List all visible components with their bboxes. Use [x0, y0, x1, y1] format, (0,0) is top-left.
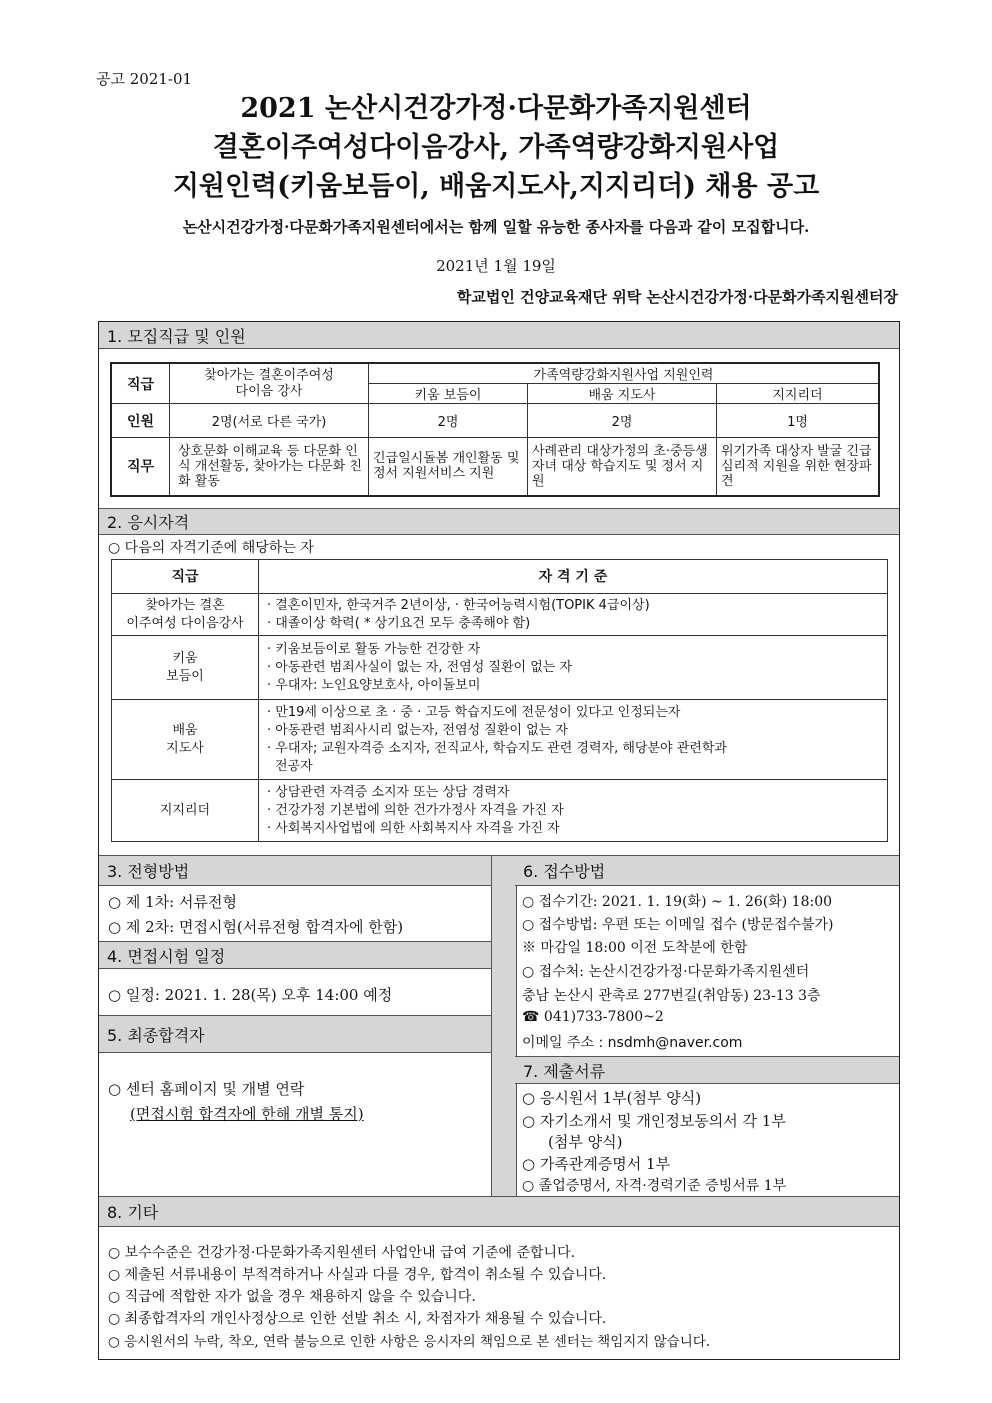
sub-header-kium: 키움 보듬이 [369, 384, 528, 404]
qual-line: · 사회복지사업법에 의한 사회복지사 자격을 가진 자 [267, 820, 560, 836]
qual-line: · 상담관련 자격증 소지자 또는 상담 경력자 [267, 784, 510, 800]
qual-criteria [259, 780, 888, 842]
section-6-line: ○ 접수처: 논산시건강가정·다문화가족지원센터 [522, 964, 810, 980]
qual-position: 찾아가는 결혼 이주여성 다이음강사 [112, 594, 259, 636]
section-6-line: ○ 접수기간: 2021. 1. 19(화) ~ 1. 26(화) 18:00 [522, 894, 833, 910]
section-7-line: (첨부 양식) [548, 1133, 623, 1151]
qual-criteria [259, 636, 888, 700]
section-6-line: ○ 접수방법: 우편 또는 이메일 접수 (방문접수불가) [522, 917, 834, 933]
section-4-line: ○ 일정: 2021. 1. 28(목) 오후 14:00 예정 [108, 986, 393, 1004]
qual-line: 전공자 [275, 758, 313, 774]
section-6-line: 041)733-7800~2 [543, 1009, 664, 1025]
section-6-line: 이메일 주소 : nsdmh@naver.com [522, 1035, 743, 1051]
section-5-header: 5. 최종합격자 [99, 1015, 491, 1053]
qual-position: 배움 지도사 [112, 700, 259, 780]
qual-line: · 키움보듬이로 활동 가능한 건강한 자 [267, 641, 481, 657]
row-label-count: 인원 [111, 404, 170, 438]
qual-line: · 만19세 이상으로 초 · 중 · 고등 학습지도에 전문성이 있다고 인정되는자 [267, 704, 681, 720]
section-3-line: ○ 제 1차: 서류전형 [108, 893, 237, 911]
qual-position: 지지리더 [112, 780, 259, 842]
section-6-line: 충남 논산시 관촉로 277번길(취암동) 23-13 3층 [522, 988, 821, 1004]
qual-line: · 대졸이상 학력( * 상기요건 모두 충족해야 함) [267, 615, 531, 631]
col-header-damui: 찾아가는 결혼이주여성 다이음 강사 [170, 363, 369, 404]
section-5-line: (면접시험 합격자에 한해 개별 통지) [130, 1105, 364, 1123]
section-8-line: ○ 보수수준은 건강가정·다문화가족지원센터 사업안내 급여 기준에 준합니다. [108, 1245, 576, 1261]
phone-icon: ☎ [522, 1009, 540, 1025]
section-8-header: 8. 기타 [99, 1196, 899, 1227]
qual-position: 키움 보듬이 [112, 636, 259, 700]
section-7-line: ○ 졸업증명서, 자격·경력기준 증빙서류 1부 [522, 1178, 787, 1194]
qual-line: · 우대자; 교원자격증 소지자, 전직교사, 학습지도 관련 경력자, 해당분야 관련학과 [267, 740, 727, 756]
qual-col-header-criteria: 자 격 기 준 [259, 560, 888, 594]
qual-col-header-position: 직급 [112, 560, 259, 594]
section-2-sub: ○ 다음의 자격기준에 해당하는 자 [108, 540, 314, 556]
count-jiji: 1명 [717, 404, 880, 438]
title-line-1: 2021 논산시건강가정·다문화가족지원센터 [240, 93, 752, 124]
duty-kium: 긴급일시돌봄 개인활동 및 정서 지원서비스 지원 [369, 438, 528, 496]
qual-line: · 건강가정 기본법에 의한 건가가정사 자격을 가진 자 [267, 802, 564, 818]
qual-line: · 우대자: 노인요양보호사, 아이돌보미 [267, 677, 481, 693]
section-6-header: 6. 접수방법 [515, 856, 899, 886]
qual-line: · 아동관련 범죄사실이 없는 자, 전염성 질환이 없는 자 [267, 659, 573, 675]
qual-line: · 아동관련 범죄사시리 없는자, 전염성 질환이 없는 자 [267, 722, 568, 738]
duty-damui: 상호문화 이해교육 등 다문화 인식 개선활동, 찾아가는 다문화 친화 활동 [170, 438, 369, 496]
section-7-header: 7. 제출서류 [515, 1056, 899, 1084]
duty-baeum: 사례관리 대상가정의 초·중등생 자녀 대상 학습지도 및 정서 지원 [528, 438, 717, 496]
section-7-line: ○ 자기소개서 및 개인정보동의서 각 1부 [522, 1112, 786, 1130]
qualification-table [111, 559, 888, 842]
count-baeum: 2명 [528, 404, 717, 438]
notice-date: 2021년 1월 19일 [436, 257, 556, 275]
intro-text: 논산시건강가정·다문화가족지원센터에서는 함께 일할 유능한 종사자를 다음과 같이 모집합니다. [182, 218, 810, 236]
title-line-2: 결혼이주여성다이음강사, 가족역량강화지원사업 [212, 132, 780, 163]
section-8-line: ○ 직급에 적합한 자가 없을 경우 채용하지 않을 수 있습니다. [108, 1289, 476, 1305]
section-4-header: 4. 면접시험 일정 [99, 941, 491, 969]
section-2-header: 2. 응시자격 [99, 508, 899, 535]
section-5-line: ○ 센터 홈페이지 및 개별 연락 [108, 1080, 305, 1098]
section-7-line: ○ 가족관계증명서 1부 [522, 1155, 671, 1173]
section-3-line: ○ 제 2차: 면접시험(서류전형 합격자에 한함) [108, 918, 404, 936]
issuer: 학교법인 건양교육재단 위탁 논산시건강가정·다문화가족지원센터장 [456, 288, 898, 306]
column-separator [491, 856, 517, 1196]
row-label-position: 직급 [111, 363, 170, 404]
section-8-line: ○ 응시원서의 누락, 착오, 연락 불능으로 인한 사항은 응시자의 책임으로 본 센터는 책임지지 않습니다. [108, 1334, 711, 1350]
section-6-line: ※ 마감일 18:00 이전 도착분에 한함 [522, 940, 748, 956]
sub-header-jiji: 지지리더 [717, 384, 880, 404]
section-8-line: ○ 제출된 서류내용이 부적격하거나 사실과 다를 경우, 합격이 취소될 수 있습니다. [108, 1267, 607, 1283]
row-label-duty: 직무 [111, 438, 170, 496]
count-kium: 2명 [369, 404, 528, 438]
section-7-line: ○ 응시원서 1부(첨부 양식) [522, 1089, 702, 1107]
qual-criteria [259, 594, 888, 636]
section-3-header: 3. 전형방법 [99, 856, 491, 886]
section-8-line: ○ 최종합격자의 개인사정상으로 인한 선발 취소 시, 차점자가 채용될 수 있습니다. [108, 1311, 607, 1327]
qual-criteria [259, 700, 888, 780]
duty-jiji: 위기가족 대상자 발굴 긴급심리적 지원을 위한 현장파견 [717, 438, 880, 496]
title-line-3: 지원인력(키움보듬이, 배움지도사,지지리더) 채용 공고 [172, 171, 820, 202]
positions-table [110, 362, 880, 497]
section-1-header: 1. 모집직급 및 인원 [99, 322, 899, 349]
notice-number: 공고 2021-01 [96, 70, 193, 88]
group-header: 가족역량강화지원사업 지원인력 [369, 363, 880, 384]
count-damui: 2명(서로 다른 국가) [170, 404, 369, 438]
sub-header-baeum: 배움 지도사 [528, 384, 717, 404]
section-6-phone-row [522, 1009, 664, 1025]
qual-line: · 결혼이민자, 한국거주 2년이상, · 한국어능력시험(TOPIK 4급이상) [267, 597, 650, 613]
